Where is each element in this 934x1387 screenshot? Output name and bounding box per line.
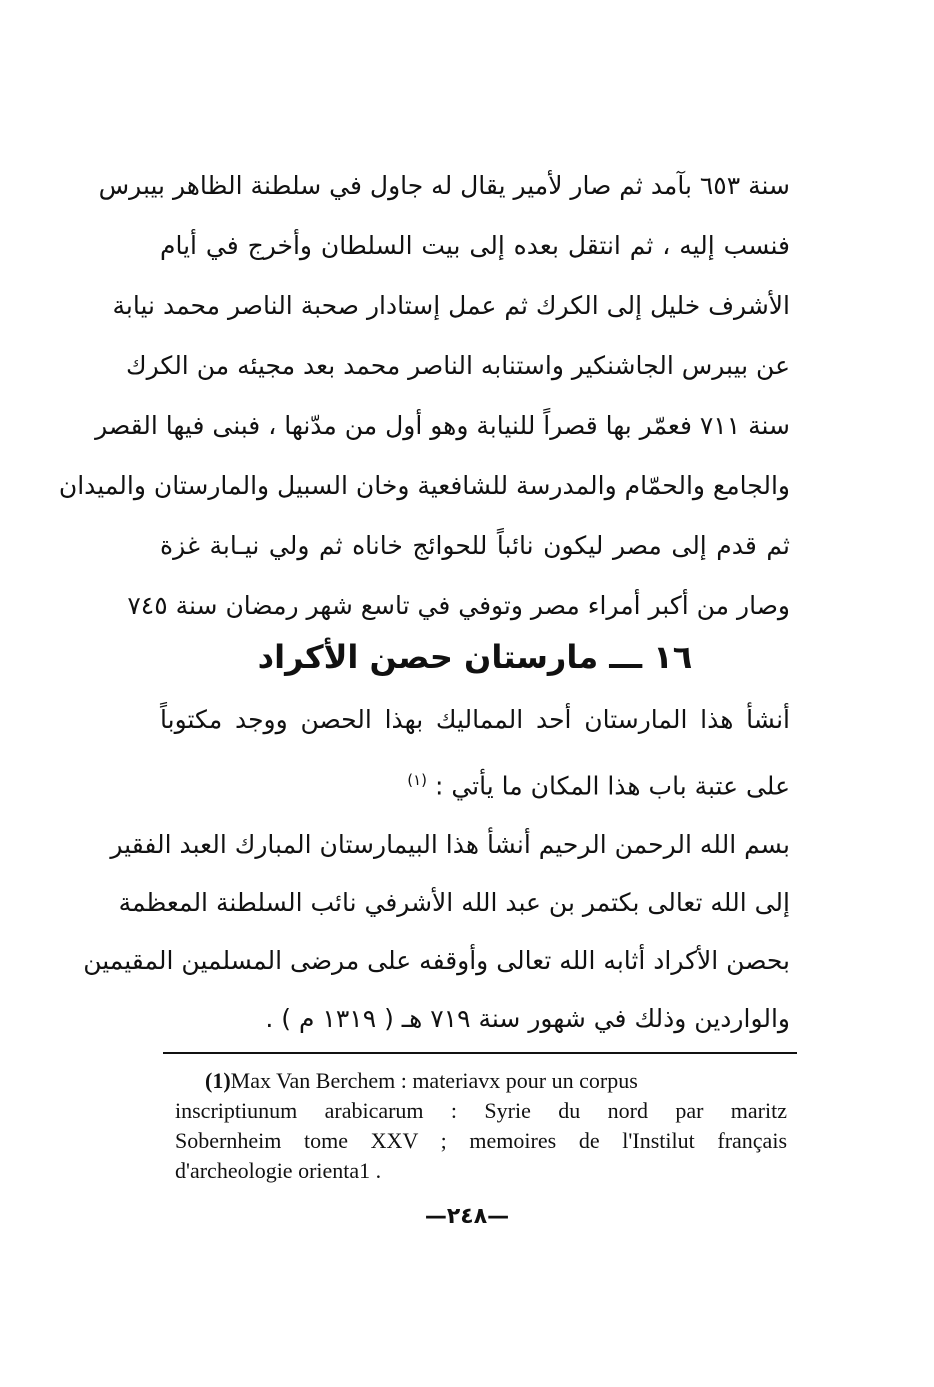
text-line: إلى الله تعالى بكتمر بن عبد الله الأشرفي نائب السلطنة المعظمة (118, 888, 790, 917)
footnote-line: Sobernheim tome XXV ; memoires de l'Instilut français (175, 1128, 787, 1153)
footnote-line (175, 1066, 787, 1096)
text-line: سنة ٧١١ فعمّر بها قصراً للنيابة وهو أول من مدّنها ، فبنى فيها القصر (95, 411, 790, 440)
page-number: —٢٤٨— (424, 1204, 510, 1229)
section-heading: ١٦ ـــ مارستان حصن الأكراد (257, 638, 693, 676)
text-line-content: على عتبة باب هذا المكان ما يأتي : (434, 771, 790, 801)
footnote-divider (163, 1052, 797, 1054)
text-line: وصار من أكبر أمراء مصر وتوفي في تاسع شهر رمضان سنة ٧٤٥ (127, 591, 790, 620)
text-line: بسم الله الرحمن الرحيم أنشأ هذا البيمارستان المبارك العبد الفقير (110, 830, 790, 859)
text-line: عن بيبرس الجاشنكير واستنابه الناصر محمد بعد مجيئه من الكرك (125, 351, 790, 380)
text-line: الأشرف خليل إلى الكرك ثم عمل إستادار صحبة الناصر محمد نيابة (112, 291, 790, 320)
footnote-line-text: Max Van Berchem : materiavx pour un corpus (230, 1068, 638, 1093)
text-line: ثم قدم إلى مصر ليكون نائباً للحوائج خاناه ثم ولي نيـابة غزة (160, 531, 790, 560)
text-line: فنسب إليه ، ثم انتقل بعده إلى بيت السلطان وأخرج في أيام (160, 231, 790, 260)
text-line: سنة ٦٥٣ بآمد ثم صار لأمير يقال له جاول في سلطنة الظاهر بيبرس (98, 171, 790, 200)
text-line: والجامع والحمّام والمدرسة للشافعية وخان السبيل والمارستان والميدان (58, 471, 790, 500)
footnote-reference: (١) (407, 771, 428, 789)
footnote-number: (1) (205, 1068, 231, 1093)
paragraph-biography (58, 156, 790, 636)
footnote-line: d'archeologie orienta1 . (175, 1158, 382, 1183)
text-line: بحصن الأكراد أثابه الله تعالى وأوقفه على مرضى المسلمين المقيمين (83, 946, 790, 975)
text-line: والواردين وذلك في شهور سنة ٧١٩ هـ ( ١٣١٩ م ) . (265, 1004, 790, 1033)
inscription-text (83, 815, 790, 1055)
footnote (175, 1066, 787, 1186)
paragraph-intro (160, 690, 790, 810)
text-line: أنشأ هذا المارستان أحد المماليك بهذا الحصن ووجد مكتوباً (160, 705, 790, 734)
text-line (160, 750, 790, 810)
footnote-line: inscriptiunum arabicarum : Syrie du nord par maritz (175, 1098, 787, 1123)
